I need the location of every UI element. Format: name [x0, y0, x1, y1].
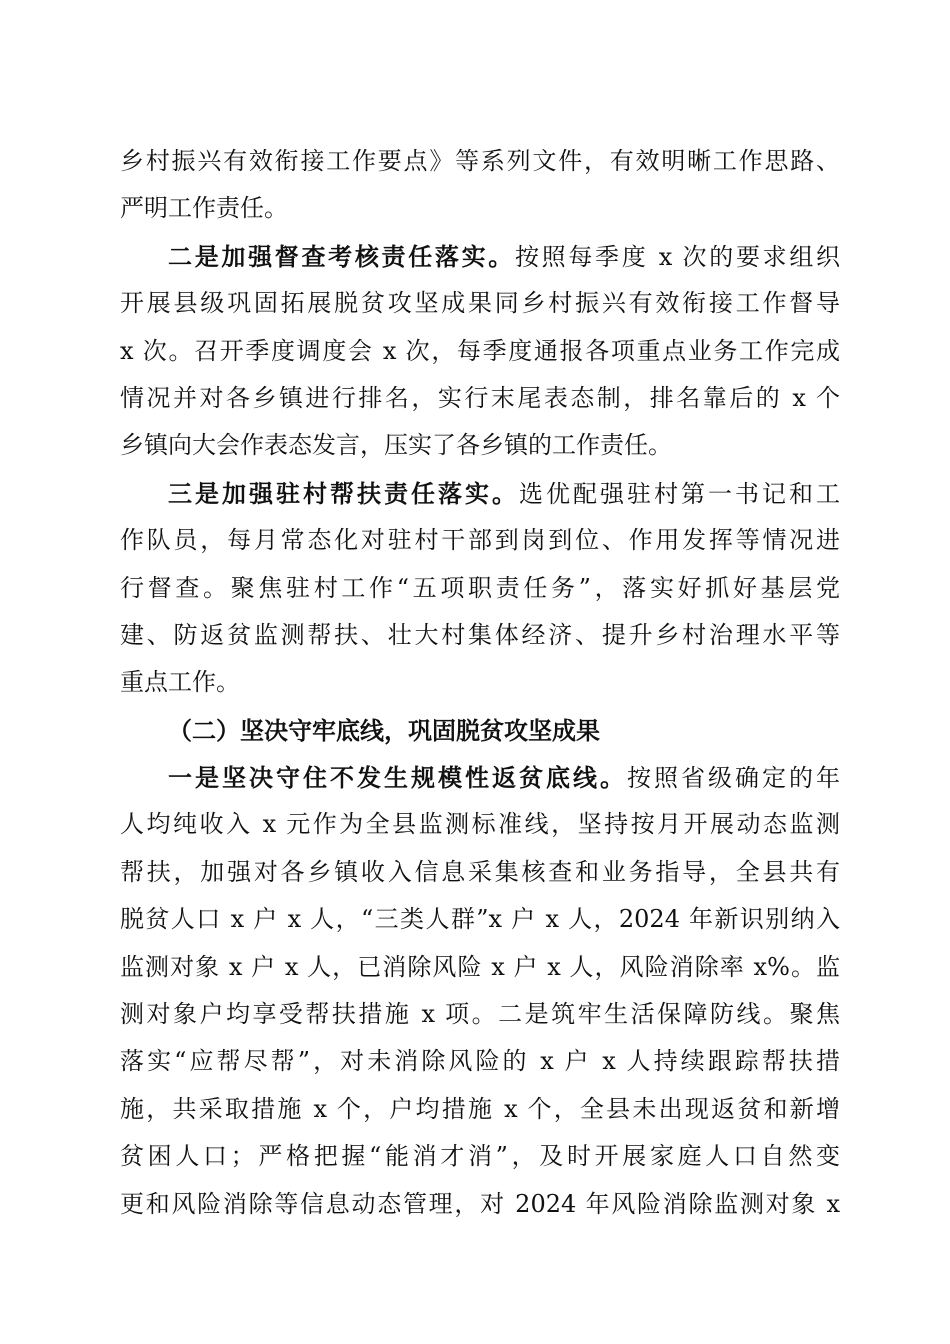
text-span: x 次。召开季度调度会 x 次，每季度通报各项重点业务工作完成 — [120, 336, 840, 365]
text-line — [120, 1181, 840, 1228]
text-line — [120, 328, 840, 375]
paragraph-first-line — [120, 754, 840, 801]
text-span: 开展县级巩固拓展脱贫攻坚成果同乡村振兴有效衔接工作督导 — [120, 289, 840, 318]
text-line — [120, 1133, 840, 1180]
text-span: 按照省级确定的年 — [627, 764, 840, 793]
text-span: 更和风险消除等信息动态管理，对 2024 年风险消除监测对象 x — [120, 1189, 840, 1218]
text-line — [120, 1038, 840, 1085]
text-span: 按照每季度 x 次的要求组织 — [514, 242, 840, 271]
bold-lead-text: 二是加强督查考核责任落实。 — [168, 241, 515, 271]
paragraph-first-line — [120, 470, 840, 517]
bold-lead-text: 一是坚决守住不发生规模性返贫底线。 — [168, 763, 627, 793]
text-span: 脱贫人口 x 户 x 人，“三类人群”x 户 x 人，2024 年新识别纳入 — [120, 905, 840, 934]
text-span: 乡镇向大会作表态发言，压实了各乡镇的工作责任。 — [120, 431, 672, 460]
section-heading — [120, 707, 840, 754]
text-span: 施，共采取措施 x 个，户均措施 x 个，全县未出现返贫和新增 — [120, 1094, 840, 1123]
text-line — [120, 612, 840, 659]
text-line — [120, 517, 840, 564]
text-span: 乡村振兴有效衔接工作要点》等系列文件，有效明晰工作思路、 — [120, 147, 840, 175]
text-line — [120, 280, 840, 327]
text-line — [120, 138, 840, 185]
text-span: 情况并对各乡镇进行排名，实行末尾表态制，排名靠后的 x 个 — [120, 383, 840, 412]
section-heading-text: （二）坚决守牢底线，巩固脱贫攻坚成果 — [168, 715, 600, 745]
text-line — [120, 849, 840, 896]
text-span: 测对象户均享受帮扶措施 x 项。二是筑牢生活保障防线。聚焦 — [120, 1000, 840, 1029]
paragraph-first-line — [120, 233, 840, 280]
text-line — [120, 565, 840, 612]
text-line — [120, 422, 840, 469]
text-span: 选优配强驻村第一书记和工 — [519, 479, 840, 508]
text-span: 人均纯收入 x 元作为全县监测标准线，坚持按月开展动态监测 — [120, 810, 840, 839]
text-span: 行督查。聚焦驻村工作“五项职责任务”，落实好抓好基层党 — [120, 573, 840, 602]
bold-lead-text: 三是加强驻村帮扶责任落实。 — [168, 478, 519, 508]
text-span: 建、防返贫监测帮扶、壮大村集体经济、提升乡村治理水平等 — [120, 620, 840, 649]
text-line — [120, 896, 840, 943]
text-span: 监测对象 x 户 x 人，已消除风险 x 户 x 人，风险消除率 x%。监 — [120, 952, 840, 981]
text-span: 落实“应帮尽帮”，对未消除风险的 x 户 x 人持续跟踪帮扶措 — [120, 1047, 840, 1076]
text-line — [120, 1086, 840, 1133]
text-span: 帮扶，加强对各乡镇收入信息采集核查和业务指导，全县共有 — [120, 857, 840, 886]
text-line — [120, 944, 840, 991]
text-span: 作队员，每月常态化对驻村干部到岗到位、作用发挥等情况进 — [120, 526, 840, 555]
text-line — [120, 801, 840, 848]
text-line — [120, 375, 840, 422]
text-line — [120, 185, 840, 232]
document-body — [120, 138, 840, 1228]
text-span: 贫困人口；严格把握“能消才消”，及时开展家庭人口自然变 — [120, 1142, 840, 1171]
text-line — [120, 659, 840, 706]
text-span: 严明工作责任。 — [120, 194, 288, 223]
text-line — [120, 991, 840, 1038]
text-span: 重点工作。 — [120, 668, 240, 697]
